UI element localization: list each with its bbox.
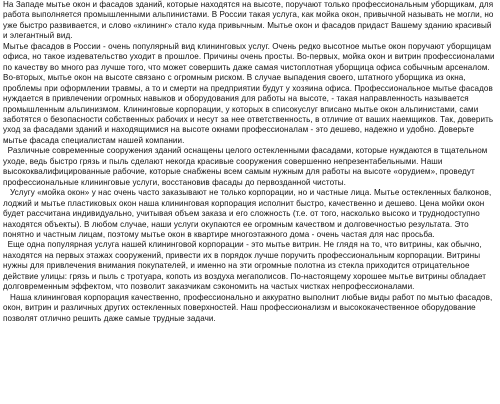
paragraph-conclusion: Наша клининговая корпорация качественно, профессионально и аккуратно выполнит любые виды работ по мытью фасадов, окон, витрин и различных других остекленных поверхностей. Наш профессионализм и высококачественное оборудование позволят отлично решить даже самые трудные задачи. — [3, 292, 495, 323]
paragraph-facade-russia: Мытье фасадов в России - очень популярный вид клининговых услуг. Очень редко высотное мытье окон поручают уборщицам офиса, но такое издевательство уходит в прошлое. Причины очень просты. Во-первых, мойка окон и витрин профессионалами по качеству во много раз лучше того, что может совершить даже самая чистоплотная уборщица офиса собычным арсеналом. Во-вторых, мытье окон на высоте связано с огромным риском. В случае выпадения своего, штатного уборщика из окна, проблемы при оформлении травмы, а то и смерти на предприятии будут у хозяина офиса. Профессиональное мытье фасадов нуждается в привлечении огромных навыков и оборудования для работы на высоте, - такая направленность называется промышленным альпинизмом. Клининговые корпорации, у которых в списокуслуг вписано мытье окон альпинистами, сами заботятся о безопасности собственных рабочих и несут за нее ответственность, в отличие от ваших наемщиков. Так, доверить уход за фасадами зданий и находящимися на высоте окнами профессионалам - это дешево, надежно и удобно. Доверьте мытье фасада специалистам нашей компании. — [3, 41, 497, 145]
paragraph-shop-windows: Еще одна популярная услуга нашей клининговой корпорации - это мытье витрин. Не глядя на то, что витрины, как обычно, находятся на первых этажах сооружений, привести их в порядок лучше поручить профессиональным корпорации. Витрины нужны для привлечения внимания покупателей, и именно на эти огромные полотна из стекла приходится отрицательное действие улицы: грязь и пыль с тротуара, копоть из воздуха мегаполисов. По-настоящему хорошее мытье витрины обладает долговременным эффектом, что позволит заказчикам сэкономить на частых чистках непрофессионалами. — [3, 240, 489, 292]
paragraph-window-service: Услугу «мойка окон» у нас очень часто заказывают не только корпорации, но и частные лица. Мытье остекленных балконов, лоджий и мытье пластиковых окон наша клининговая корпорация исполнит быстро, качественно и дешево. Цена мойки окон будет рассчитана индивидуально, учитывая объем заказа и его сложность (т.е. от того, насколько высоко и труднодоступно находятся объекты). В любом случае, наши услуги окупаются ее огромным качеством и долговечностью результата. Это понятно и частным лицам, поэтому мытье окон в квартире многоэтажного дома - очень частая для нас просьба. — [3, 188, 494, 239]
paragraph-intro: На Западе мытье окон и фасадов зданий, которые находятся на высоте, поручают только профессиональным уборщикам, для работа выполняется промышленными альпинистами. В России такая услуга, как мойка окон, привычной называть не могли, но уже быстро развивается, и слово «клининг» стало куда привычным. Мытье окон и фасадов придаст Вашему зданию красивый и элегантный вид. — [3, 0, 496, 41]
paragraph-glass-facades: Различные современные сооружения зданий оснащены целого остекленными фасадами, которые нуждаются в тщательном уходе, ведь быстро грязь и пыль сделают некогда красивые сооружения совершенно непрезентабельными. Наши высококвалифицированные рабочие, которые снабжены всем самым нужным для работы на высоте «орудием», проведут профессиональные клининговые услуги, восстановив фасады до первозданной чистоты. — [3, 146, 490, 187]
